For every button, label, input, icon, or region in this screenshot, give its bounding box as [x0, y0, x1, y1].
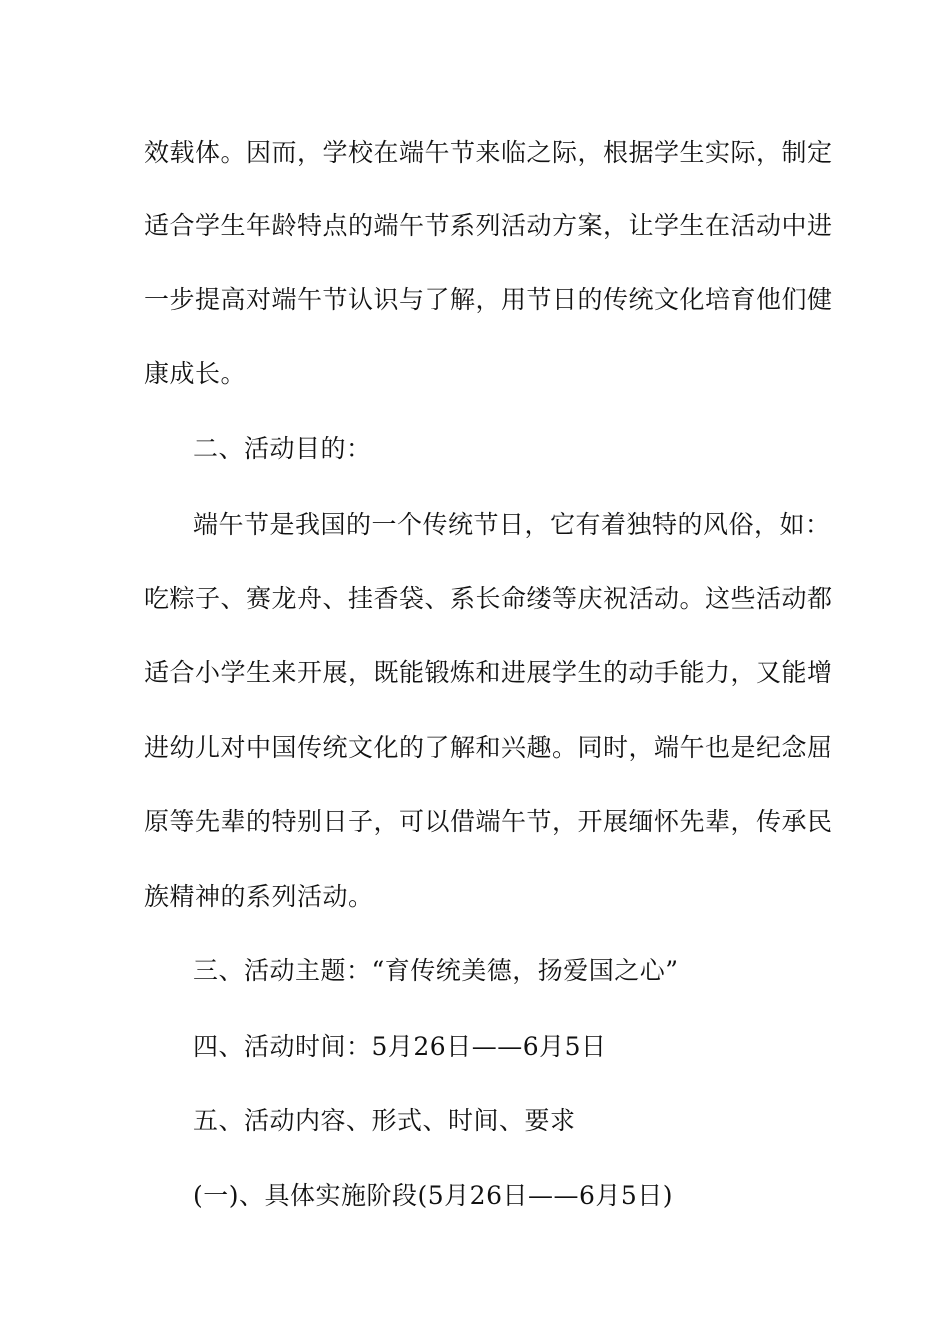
section-heading-content: 五、活动内容、形式、时间、要求: [193, 1106, 576, 1135]
paragraph-line: 端午节是我国的一个传统节日，它有着独特的风俗，如：: [193, 510, 831, 539]
section-heading-time: 四、活动时间：5月26日——6月5日: [193, 1032, 607, 1061]
paragraph-line: 进幼儿对中国传统文化的了解和兴趣。同时，端午也是纪念屈: [144, 733, 833, 762]
paragraph-line: 康成长。: [144, 359, 247, 388]
paragraph-line: 适合学生年龄特点的端午节系列活动方案，让学生在活动中进: [144, 211, 833, 240]
paragraph-line: 一步提高对端午节认识与了解，用节日的传统文化培育他们健: [144, 285, 833, 314]
paragraph-line: 适合小学生来开展，既能锻炼和进展学生的动手能力，又能增: [144, 658, 833, 687]
section-heading-purpose: 二、活动目的：: [193, 434, 372, 463]
paragraph-line: 吃粽子、赛龙舟、挂香袋、系长命缕等庆祝活动。这些活动都: [144, 584, 833, 613]
paragraph-line: 族精神的系列活动。: [144, 882, 374, 911]
subsection-heading-implementation: (一)、具体实施阶段(5月26日——6月5日): [193, 1181, 674, 1210]
paragraph-line: 原等先辈的特别日子，可以借端午节，开展缅怀先辈，传承民: [144, 807, 833, 836]
section-heading-theme: 三、活动主题：“育传统美德，扬爱国之心”: [193, 956, 679, 985]
paragraph-line: 效载体。因而，学校在端午节来临之际，根据学生实际，制定: [144, 138, 833, 167]
